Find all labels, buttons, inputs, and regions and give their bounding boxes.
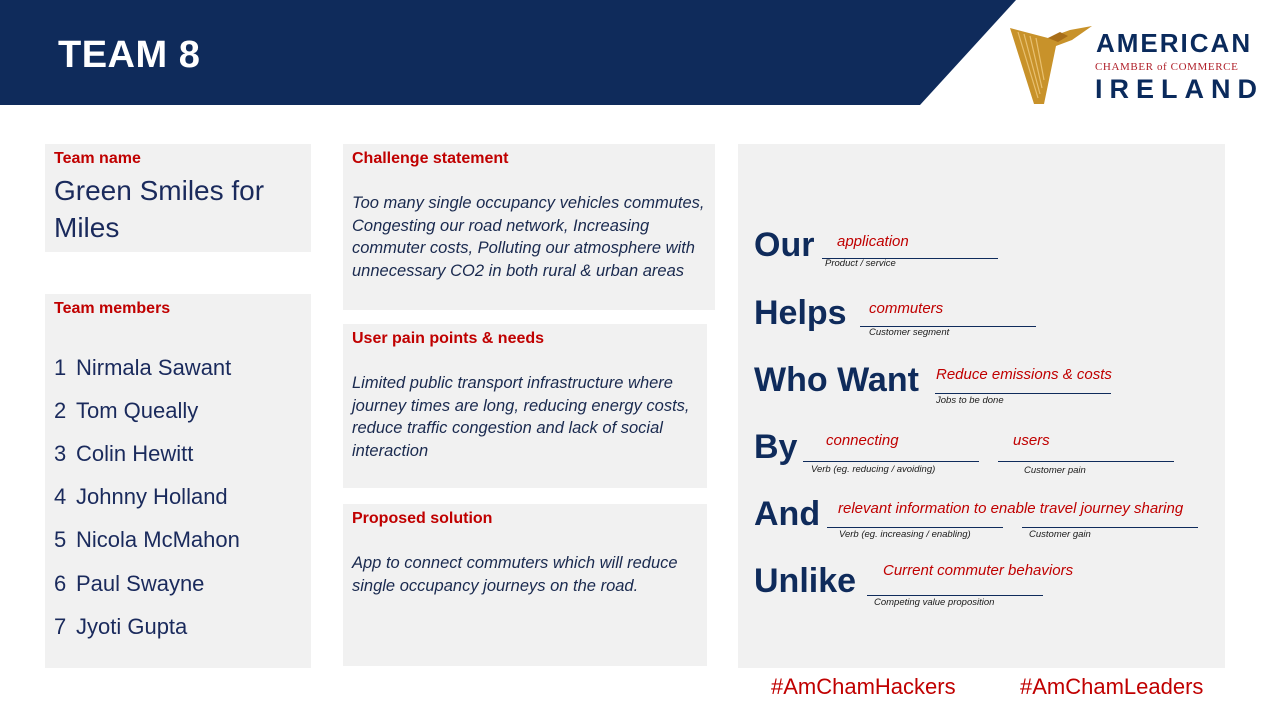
solution-label: Proposed solution xyxy=(352,510,493,527)
pain-points-text: Limited public transport infrastructure where journey times are long, reducing energy costs, reduce traffic congestion and lack of social interaction xyxy=(352,374,690,460)
logo-text-chamber: CHAMBER of COMMERCE xyxy=(1095,61,1239,73)
vp-sub-by-verb: Verb (eg. reducing / avoiding) xyxy=(811,464,936,475)
vp-underline xyxy=(935,393,1111,394)
challenge-panel xyxy=(343,144,715,310)
team-member-item: 3 Colin Hewitt xyxy=(54,441,194,466)
hashtag-leaders: #AmChamLeaders xyxy=(1020,674,1204,699)
logo-text-ireland: IRELAND xyxy=(1095,74,1264,104)
amcham-logo xyxy=(1008,24,1264,108)
vp-value-our: application xyxy=(837,233,909,250)
team-name-label: Team name xyxy=(54,150,141,167)
page-title: TEAM 8 xyxy=(58,34,201,76)
vp-underline xyxy=(867,595,1043,596)
team-member-item: 6 Paul Swayne xyxy=(54,571,205,596)
hashtag-hackers: #AmChamHackers xyxy=(771,674,956,699)
vp-value-unlike: Current commuter behaviors xyxy=(883,562,1074,579)
vp-sub-and-gain: Customer gain xyxy=(1029,529,1091,540)
vp-sub-and-verb: Verb (eg. increasing / enabling) xyxy=(839,529,971,540)
vp-word-unlike: Unlike xyxy=(754,562,857,600)
team-members-label: Team members xyxy=(54,300,171,317)
challenge-text: Too many single occupancy vehicles commutes, Congesting our road network, Increasing commuter costs, Polluting our atmosphere with unnecessary CO2 in both rural & urban areas xyxy=(352,194,705,280)
vp-value-and: relevant information to enable travel journey sharing xyxy=(838,500,1184,517)
vp-underline xyxy=(1022,527,1198,528)
team-member-item: 7 Jyoti Gupta xyxy=(54,614,188,639)
vp-word-helps: Helps xyxy=(754,294,847,332)
vp-sub-who-want: Jobs to be done xyxy=(936,395,1004,406)
vp-sub-by-pain: Customer pain xyxy=(1024,465,1086,476)
vp-sub-our: Product / service xyxy=(825,258,896,269)
solution-panel xyxy=(343,504,707,666)
team-name-panel xyxy=(45,144,311,252)
vp-word-our: Our xyxy=(754,226,815,264)
vp-sub-helps: Customer segment xyxy=(869,327,950,338)
challenge-label: Challenge statement xyxy=(352,150,509,167)
vp-sub-unlike: Competing value proposition xyxy=(874,597,995,608)
pain-points-label: User pain points & needs xyxy=(352,330,545,347)
vp-underline xyxy=(827,527,1003,528)
team-member-item: 1 Nirmala Sawant xyxy=(54,355,232,380)
vp-underline xyxy=(803,461,979,462)
team-name-value: Green Smiles for Miles xyxy=(54,175,265,243)
vp-value-by-verb: connecting xyxy=(826,432,899,449)
vp-word-by: By xyxy=(754,428,798,466)
vp-word-and: And xyxy=(754,495,821,533)
eagle-harp-icon xyxy=(1008,24,1094,108)
vp-value-by-pain: users xyxy=(1013,432,1050,449)
team-member-item: 5 Nicola McMahon xyxy=(54,527,240,552)
vp-value-who-want: Reduce emissions & costs xyxy=(936,366,1112,383)
pain-points-panel xyxy=(343,324,707,488)
team-member-item: 4 Johnny Holland xyxy=(54,484,228,509)
team-members-panel xyxy=(45,294,311,668)
value-proposition-panel xyxy=(738,144,1225,668)
vp-word-who-want: Who Want xyxy=(754,361,919,399)
logo-text-american: AMERICAN xyxy=(1096,28,1253,58)
vp-value-helps: commuters xyxy=(869,300,944,317)
vp-underline xyxy=(998,461,1174,462)
team-member-item: 2 Tom Queally xyxy=(54,398,199,423)
solution-text: App to connect commuters which will reduce single occupancy journeys on the road. xyxy=(352,554,678,595)
